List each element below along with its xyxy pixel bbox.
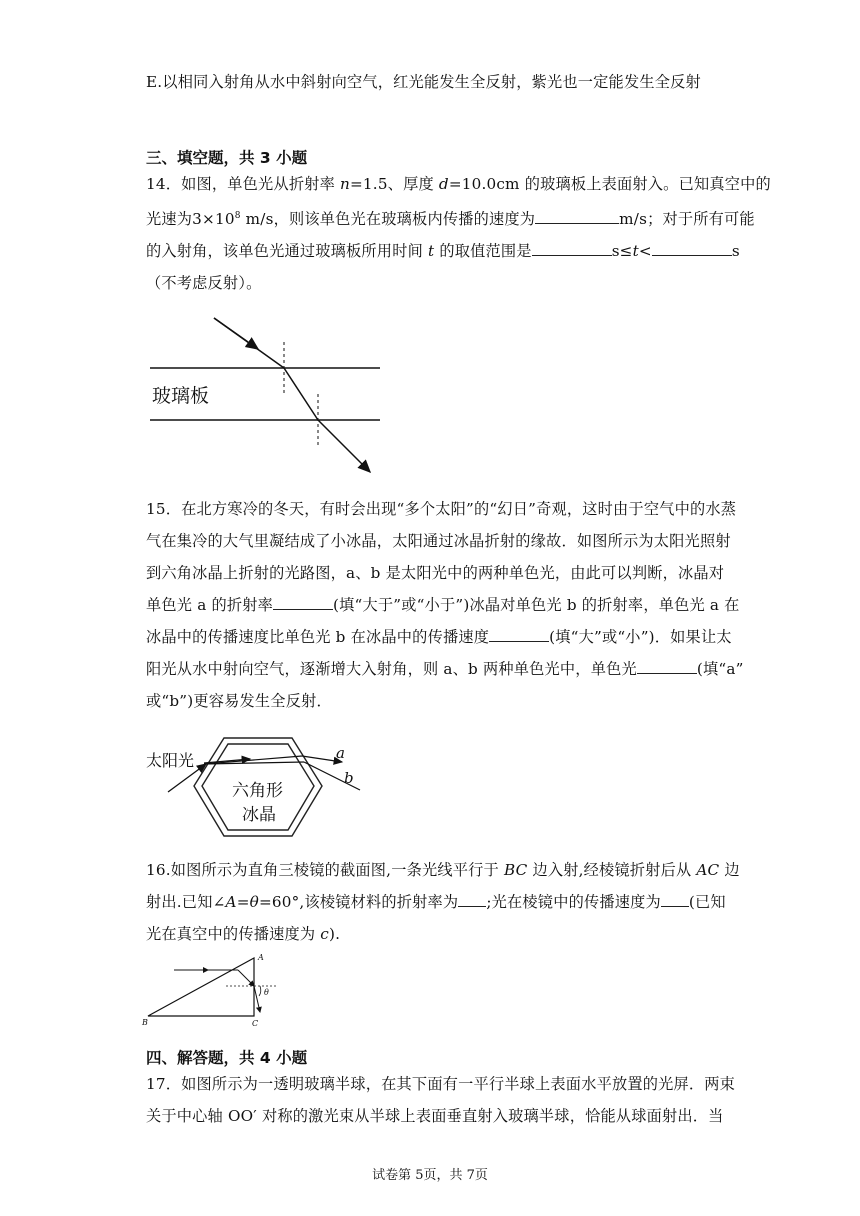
question-14 xyxy=(146,168,771,299)
ice-crystal-figure xyxy=(146,734,368,842)
vertex-c: C xyxy=(252,1019,259,1028)
q14-blank-tmin[interactable] xyxy=(532,239,612,256)
q16-blank-index[interactable] xyxy=(458,890,486,907)
q14-line-1: 14．如图，单色光从折射率 n=1.5、厚度 d=10.0cm 的玻璃板上表面射入。已知真空中的 xyxy=(146,175,771,193)
ray-a-label: a xyxy=(336,744,345,762)
vertex-a: A xyxy=(258,953,264,962)
q14-blank-speed[interactable] xyxy=(535,207,619,224)
q14-line-3: 的入射角，该单色光通过玻璃板所用时间 t 的取值范围是 s≤t< s xyxy=(146,235,716,267)
q14-line-2: 光速为$3\times 10^8$ m/s，则该单色光在玻璃板内传播的速度为 m/s；对于所有可能 xyxy=(146,200,716,235)
ray-b-label: b xyxy=(344,769,354,787)
prism-triangle xyxy=(148,958,254,1016)
section-3-heading: 三、填空题，共 3 小题 xyxy=(146,149,308,167)
question-15: 15．在北方寒冷的冬天，有时会出现“多个太阳”的“幻日”奇观，这时由于空气中的水蒸 气在集冷的大气里凝结成了小冰晶，太阳通过冰晶折射的缘故．如图所示为太阳光照射 到六角冰晶上折射的光路图，a、b 是太阳光中的两种单色光，由此可以判断，冰晶对 单色光 a 的折射率 (填“大于”或“小于”)冰晶对单色光 b 的折射率，单色光 a 在 冰晶中的传播速度比单色光 b 在冰晶中的传播速度 (填“大”或“小”)．如果让太 阳光从水中射向空气，逐渐增大入射角，则 a、b 两种单色光中，单色光 (填“a” 或“b”)更容易发生全反射． xyxy=(146,500,744,710)
crystal-label-1: 六角形 xyxy=(232,781,283,801)
prism-figure xyxy=(140,950,284,1028)
incident-arrow xyxy=(214,318,258,349)
vertex-b: B xyxy=(142,1018,148,1027)
q15-blank-light[interactable] xyxy=(637,657,697,674)
q14-line-4: （不考虑反射）。 xyxy=(146,274,262,293)
q13-option-e: E.以相同入射角从水中斜射向空气，红光能发生全反射，紫光也一定能发生全反射 xyxy=(146,73,701,91)
question-16: 16.如图所示为直角三棱镜的截面图,一条光线平行于 BC 边入射,经棱镜折射后从 AC 边 射出.已知∠A=θ=60°,该棱镜材料的折射率为 ;光在棱镜中的传播速度为 (已知 光在真空中的传播速度为 c). xyxy=(146,861,740,943)
section-4-heading: 四、解答题，共 4 小题 xyxy=(146,1049,308,1067)
crystal-label-2: 冰晶 xyxy=(242,805,276,825)
theta-arc xyxy=(259,986,261,996)
prism-exit-ray xyxy=(254,986,260,1012)
question-17: 17．如图所示为一透明玻璃半球，在其下面有一平行半球上表面水平放置的光屏．两束 关于中心轴 OO′ 对称的激光束从半球上表面垂直射入玻璃半球，恰能从球面射出．当 xyxy=(146,1075,736,1125)
q15-blank-index[interactable] xyxy=(273,593,333,610)
theta-label: θ xyxy=(264,988,269,997)
glass-plate-figure xyxy=(146,312,386,478)
prism-internal-ray xyxy=(238,970,254,986)
page-footer: 试卷第 5页，共 7页 xyxy=(372,1168,488,1183)
glass-plate-label: 玻璃板 xyxy=(152,385,210,407)
refracted-ray xyxy=(284,368,318,420)
q14-blank-tmax[interactable] xyxy=(652,239,732,256)
q15-blank-speed[interactable] xyxy=(489,625,549,642)
sunlight-label: 太阳光 xyxy=(146,751,195,770)
emergent-ray xyxy=(318,420,370,472)
q16-blank-speed[interactable] xyxy=(661,890,689,907)
